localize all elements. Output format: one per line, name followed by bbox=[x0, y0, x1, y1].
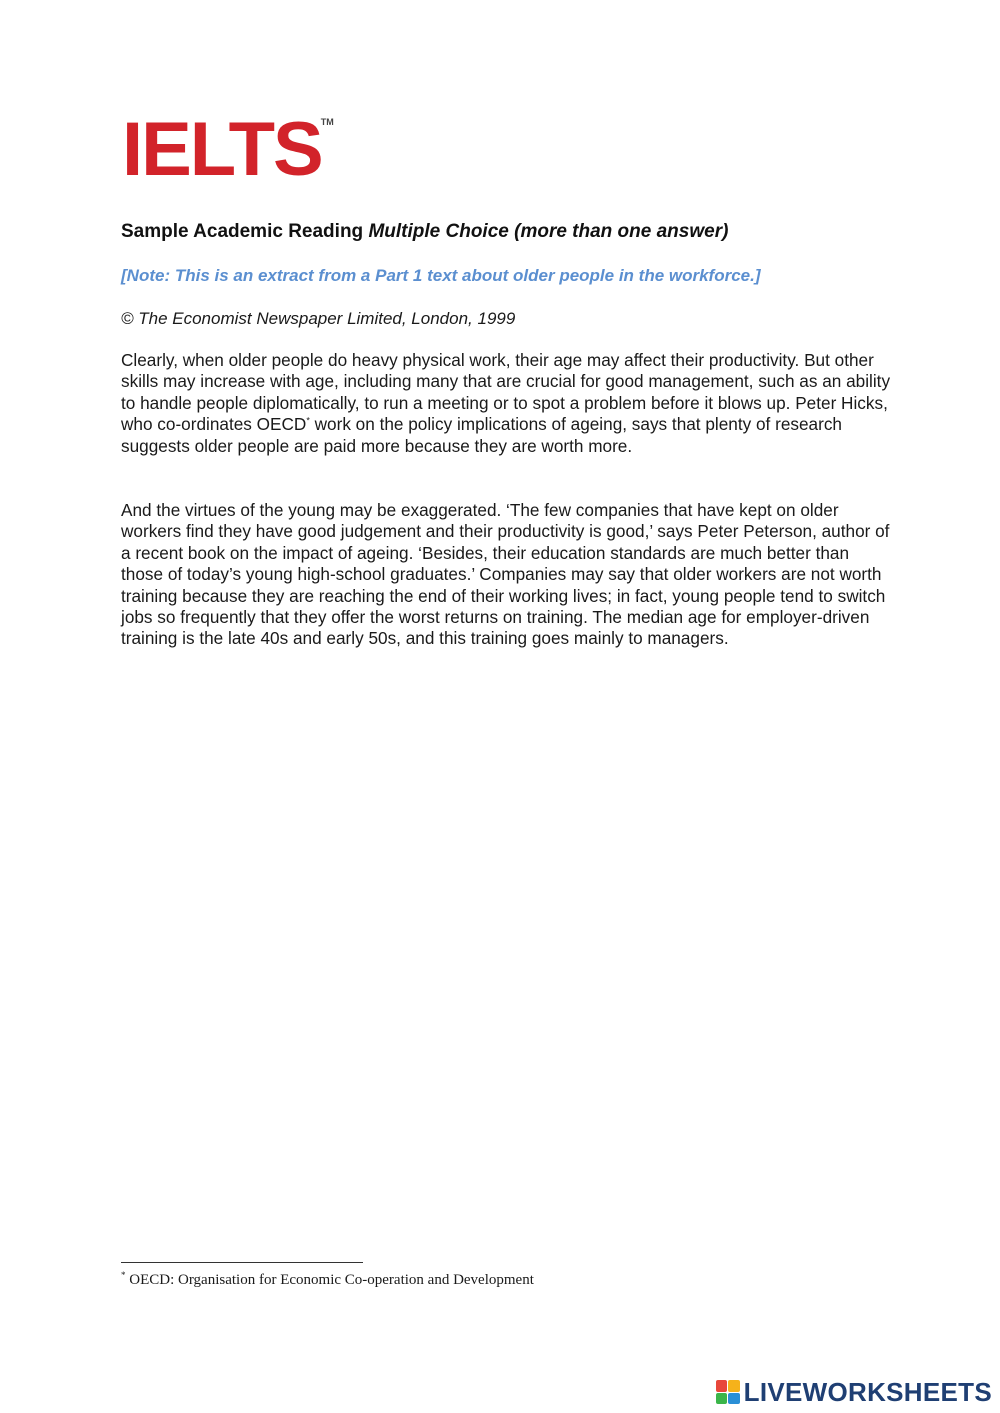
paragraph-2-text: And the virtues of the young may be exaggerated. ‘The few companies that have kept on older workers find they have good judgement and their productivity is good,’ says Peter Peterson, author of a recent book on the impact of ageing. ‘Besides, their education standards are much better than those of today’s young high-school graduates.’ Companies may say that older workers are not worth training because they are reaching the end of their working lives; in fact, young people tend to switch jobs so frequently that they offer the worst returns on training. The median age for employer-driven training is the late 40s and early 50s, and this training goes mainly to managers. bbox=[121, 500, 890, 649]
paragraph-1-part-b: work on the policy implications of ageing, says that plenty of research suggests older people are paid more because they are worth more. bbox=[121, 414, 842, 456]
footnote-text: OECD: Organisation for Economic Co-operation and Development bbox=[125, 1272, 534, 1288]
footnote bbox=[121, 1272, 534, 1289]
ielts-logo-text: IELTS bbox=[122, 107, 322, 192]
paragraph-1-part-a: Clearly, when older people do heavy physical work, their age may affect their productivity. But other skills may increase with age, including many that are crucial for good management, such as an ability to handle people diplomatically, to run a meeting or to spot a problem before it blows up. Peter Hicks, who co-ordinates OECD bbox=[121, 350, 891, 435]
footnote-divider bbox=[121, 1262, 363, 1263]
title-plain: Sample Academic Reading bbox=[121, 221, 369, 242]
footnote-sup: * bbox=[121, 1270, 126, 1280]
paragraph-1 bbox=[121, 350, 891, 457]
liveworksheets-brand-text: LIVEWORKSHEETS bbox=[743, 1376, 992, 1407]
ielts-logo bbox=[122, 107, 334, 192]
footnote-marker: * bbox=[306, 415, 310, 426]
page-title bbox=[121, 221, 728, 243]
trademark-mark: TM bbox=[320, 117, 334, 127]
title-italic: Multiple Choice (more than one answer) bbox=[368, 221, 729, 242]
paragraph-2 bbox=[121, 500, 891, 650]
copyright-text: © The Economist Newspaper Limited, London, 1999 bbox=[121, 309, 516, 328]
liveworksheets-brand bbox=[716, 1376, 992, 1407]
liveworksheets-logo-icon bbox=[716, 1380, 740, 1404]
note-text: [Note: This is an extract from a Part 1 text about older people in the workforce.] bbox=[121, 266, 761, 285]
